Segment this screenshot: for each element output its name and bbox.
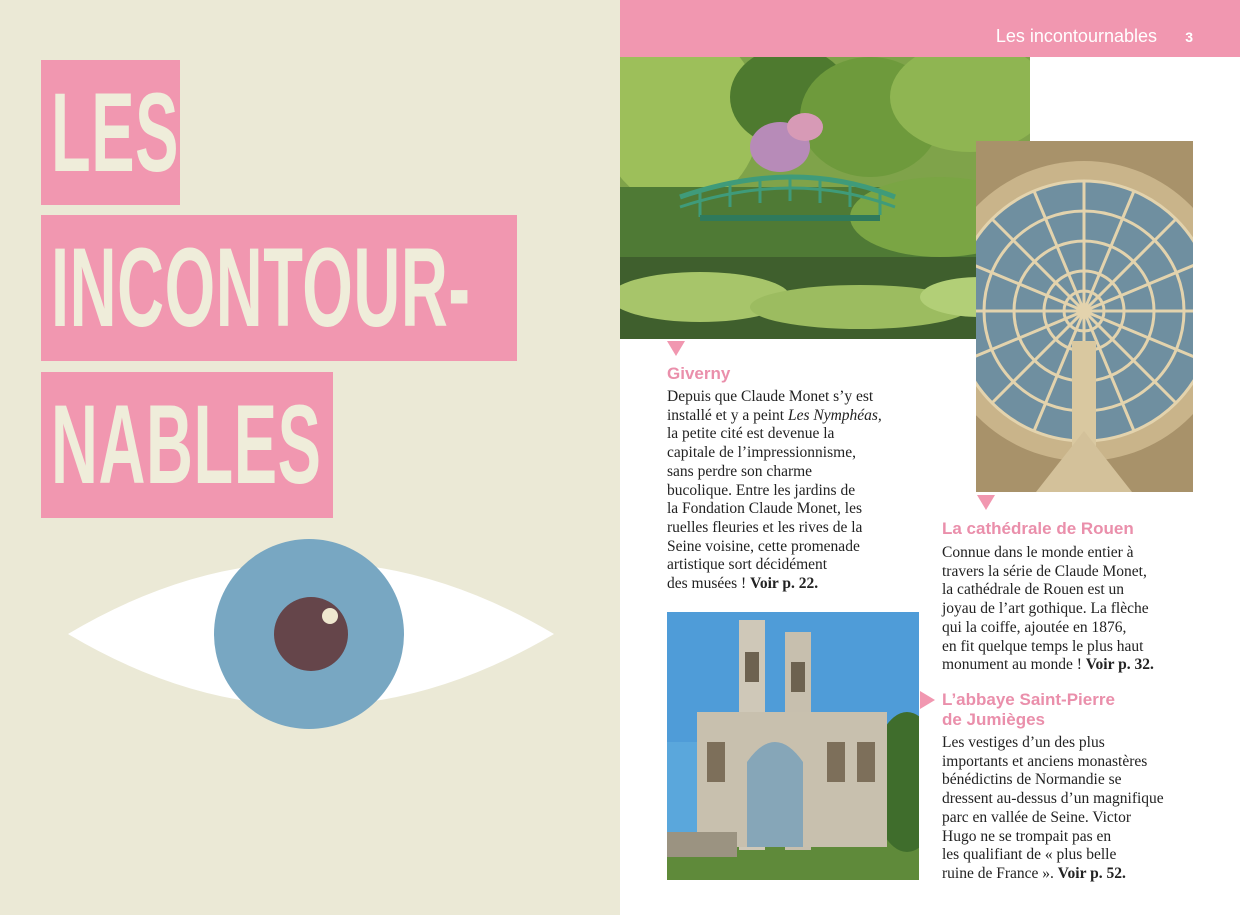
title-block-2 (41, 215, 517, 361)
body-line: qui la coiffe, ajoutée en 1876, (942, 618, 1127, 636)
rouen-cathedral-rose-window-photo (976, 141, 1193, 492)
body-line: installé et y a peint Les Nymphéas, (667, 406, 882, 424)
body-line: en fit quelque temps le plus haut (942, 637, 1144, 655)
body-line: ruine de France ». Voir p. 52. (942, 864, 1126, 882)
body-line: les qualifiant de « plus belle (942, 846, 1117, 864)
body-line: la cathédrale de Rouen est un (942, 581, 1125, 599)
title-line-2: INCONTOUR- (51, 225, 471, 350)
title-line-3: NABLES (51, 382, 322, 507)
body-line: monument au monde ! Voir p. 32. (942, 656, 1154, 674)
body-line: artistique sort décidément (667, 556, 828, 574)
body-line: importants et anciens monastères (942, 752, 1148, 770)
header-section-title: Les incontournables (995, 26, 1157, 46)
body-line: Depuis que Claude Monet s’y est (667, 388, 874, 405)
page-reference: Voir p. 22. (750, 575, 819, 593)
body-line: la petite cité est devenue la (667, 425, 835, 443)
body-line: la Fondation Claude Monet, les (667, 500, 863, 518)
body-line: joyau de l’art gothique. La flèche (942, 600, 1149, 618)
body-line: des musées ! Voir p. 22. (667, 575, 819, 593)
page-reference: Voir p. 52. (1057, 864, 1126, 882)
page-number: 3 (1185, 29, 1193, 45)
body-line: Seine voisine, cette promenade (667, 537, 860, 555)
body-line: Les vestiges d’un des plus (942, 734, 1105, 751)
entry-title-giverny: Giverny (667, 364, 731, 383)
body-line: Hugo ne se trompait pas en (942, 827, 1112, 845)
body-line: bucolique. Entre les jardins de (667, 481, 856, 499)
title-line-1: LES (51, 70, 180, 195)
entry-title-jumieges: L’abbaye Saint-Pierre de Jumièges (942, 690, 1115, 729)
body-line: bénédictins de Normandie se (942, 771, 1122, 789)
arrow-right-icon (920, 691, 935, 709)
entry-body-giverny (667, 388, 882, 594)
arrow-down-icon (667, 341, 685, 356)
body-line: travers la série de Claude Monet, (942, 562, 1147, 580)
title-block-1 (41, 60, 180, 205)
body-line: ruelles fleuries et les rives de la (667, 518, 863, 536)
jumieges-abbey-ruins-photo (667, 612, 919, 880)
body-line: capitale de l’impressionnisme, (667, 444, 856, 462)
page-reference: Voir p. 32. (1085, 656, 1154, 674)
entry-body-jumieges (942, 734, 1164, 884)
eye-icon (60, 530, 560, 740)
italic-title: Les Nymphéas, (787, 406, 882, 424)
title-block-3 (41, 372, 333, 518)
arrow-down-icon (977, 495, 995, 510)
body-line: dressent au-dessus d’un magnifique (942, 790, 1164, 808)
entry-title-rouen: La cathédrale de Rouen (942, 519, 1134, 538)
giverny-japanese-bridge-photo (620, 57, 1030, 339)
page-header (620, 0, 1240, 57)
body-line: Connue dans le monde entier à (942, 544, 1134, 561)
body-line: sans perdre son charme (667, 462, 813, 480)
entry-body-rouen (942, 544, 1154, 675)
body-line: parc en vallée de Seine. Victor (942, 808, 1132, 826)
